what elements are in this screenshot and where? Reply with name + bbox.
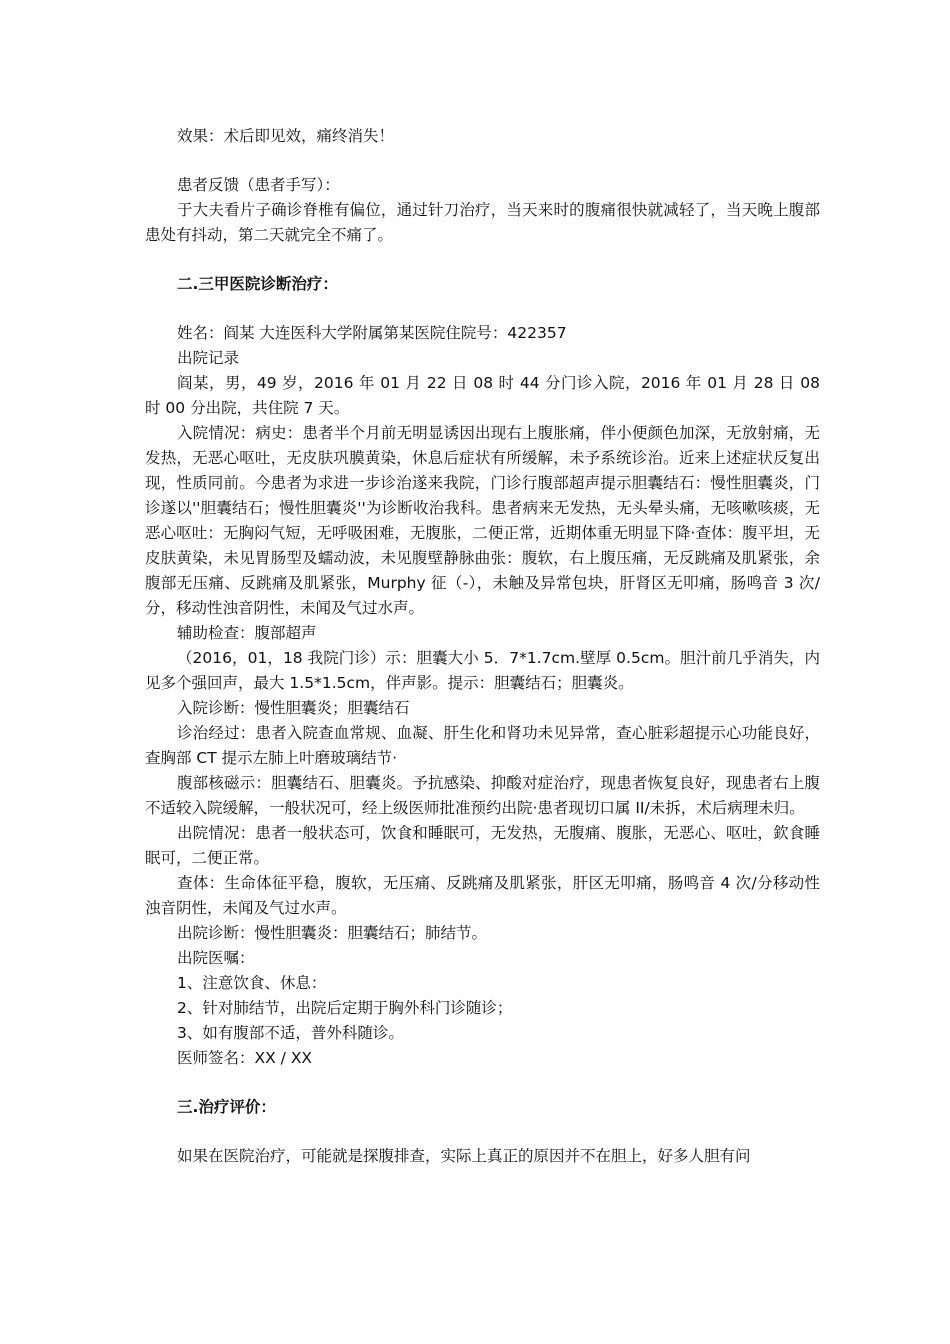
aux-exam: 辅助检查：腹部超声 <box>177 624 317 642</box>
spacer <box>145 1071 820 1095</box>
record-title: 出院记录 <box>177 349 240 367</box>
mri-result: 腹部核磁示：胆囊结石、胆囊炎。予抗感染、抑酸对症治疗，现患者恢复良好，现患者右上腹不适较入院缓解，一般状况可，经上级医师批准预约出院·患者现切口属 II/未拆，术后病理未归。 <box>145 774 820 817</box>
order-item: 2、针对肺结节，出院后定期于胸外科门诊随诊； <box>177 999 513 1017</box>
admission-summary: 阎某，男，49 岁，2016 年 01 月 22 日 08 时 44 分门诊入院，2016 年 01 月 28 日 08 时 00 分出院，共住院 7 天。 <box>145 374 820 417</box>
admission-diagnosis: 入院诊断：慢性胆囊炎；胆囊结石 <box>177 699 410 717</box>
document-page <box>145 124 820 1169</box>
ultrasound-result: （2016，01，18 我院门诊）示：胆囊大小 5．7*1.7cm.壁厚 0.5cm。胆汁前几乎消失，内见多个强回声，最大 1.5*1.5cm，伴声影。提示：胆囊结石；胆囊炎。 <box>145 649 820 692</box>
spacer <box>145 1120 820 1144</box>
spacer <box>145 149 820 173</box>
patient-name-line: 姓名：阎某 大连医科大学附属第某医院住院号：422357 <box>177 324 567 342</box>
spacer <box>145 297 820 321</box>
discharge-status: 出院情况：患者一般状态可，饮食和睡眠可，无发热，无腹痛、腹胀，无恶心、呕吐，欽食睡眠可，二便正常。 <box>145 824 820 867</box>
order-item: 1、注意饮食、休息： <box>177 974 327 992</box>
section-2-heading: 二.三甲医院诊断治疗： <box>177 275 338 293</box>
discharge-diagnosis: 出院诊断：慢性胆囊炎：胆囊结石；肺结节。 <box>177 924 488 942</box>
evaluation-text: 如果在医院治疗，可能就是探腹排查，实际上真正的原因并不在胆上，好多人胆有问 <box>177 1147 751 1165</box>
physical-exam: 查体：生命体征平稳，腹软，无压痛、反跳痛及肌紧张，肝区无叩痛，肠鸣音 4 次/分移动性浊音阴性，未闻及气过水声。 <box>145 874 820 917</box>
treatment-course: 诊治经过：患者入院查血常规、血凝、肝生化和肾功未见异常，查心脏彩超提示心功能良好，查胸部 CT 提示左肺上叶磨玻璃结节· <box>145 724 820 767</box>
effect-line: 效果：术后即见效，痛终消失！ <box>177 127 395 145</box>
spacer <box>145 248 820 272</box>
section-3-heading: 三.治疗评价： <box>177 1098 276 1116</box>
orders-title: 出院医嘱： <box>177 949 255 967</box>
order-item: 3、如有腹部不适，普外科随诊。 <box>177 1024 404 1042</box>
doctor-signature: 医师签名：XX / XX <box>177 1049 313 1067</box>
admission-status: 入院情况：病史：患者半个月前无明显诱因出现右上腹胀痛，伴小便颜色加深，无放射痛，无发热，无恶心呕吐，无皮肤巩膜黄染，休息后症状有所缓解，未予系统诊治。近来上述症状反复出现，性质同前。今患者为求进一步诊治遂来我院，门诊行腹部超声提示胆囊结石：慢性胆囊炎，门诊遂以''胆囊结石；慢性胆囊炎''为诊断收治我科。患者病来无发热，无头晕头痛，无咳嗽咳痰，无恶心呕吐：无胸闷气短，无呼吸困难，无腹胀，二便正常，近期体重无明显下降·查体：腹平坦，无皮肤黄染，未见胃肠型及蠕动波，未见腹壁静脉曲张：腹软，右上腹压痛，无反跳痛及肌紧张，余腹部无压痛、反跳痛及肌紧张，Murphy 征（-），未触及异常包块，肝肾区无叩痛，肠鸣音 3 次/分，移动性浊音阴性，未闻及气过水声。 <box>145 424 820 617</box>
feedback-text: 于大夫看片子确诊脊椎有偏位，通过针刀治疗，当天来时的腹痛很快就减轻了，当天晚上腹部患处有抖动，第二天就完全不痛了。 <box>145 201 820 244</box>
feedback-title: 患者反馈（患者手写）： <box>177 176 340 194</box>
